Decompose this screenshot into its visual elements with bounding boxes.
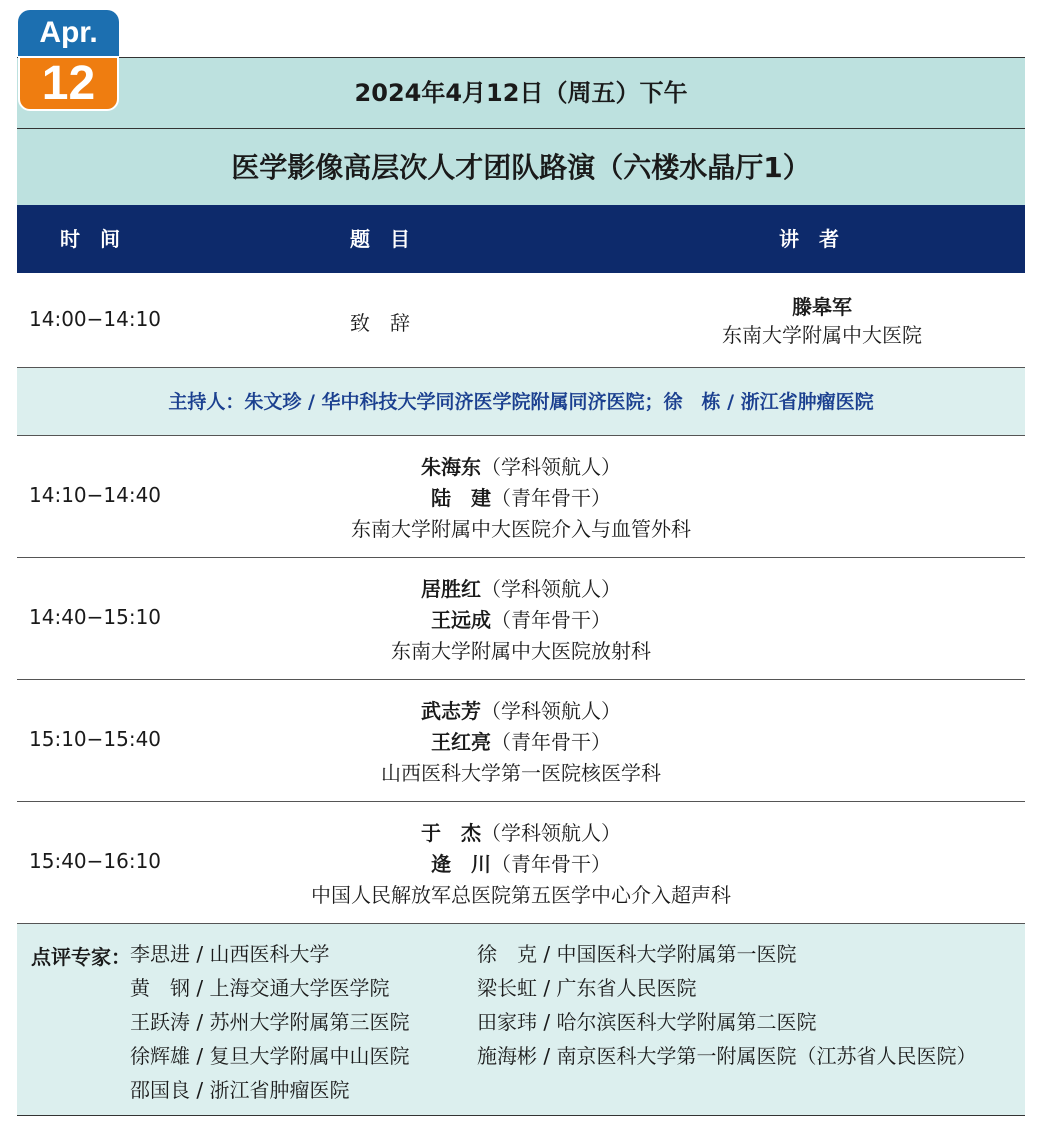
session-title: 医学影像高层次人才团队路演（六楼水晶厅1） — [17, 128, 1025, 205]
young-name: 王远成 — [431, 608, 491, 632]
lead-role: （学科领航人） — [481, 699, 621, 723]
lead-name: 武志芳 — [421, 699, 481, 723]
opening-topic: 致 辞 — [350, 311, 410, 335]
header-topic: 题 目 — [350, 227, 410, 251]
lead-name: 朱海东 — [421, 455, 481, 479]
header-time: 时 间 — [60, 227, 120, 251]
young-role: （青年骨干） — [491, 486, 611, 510]
young-role: （青年骨干） — [491, 852, 611, 876]
young-name: 逄 川 — [431, 852, 491, 876]
badge-day: 12 — [18, 56, 119, 111]
expert-item: 李思进 / 山西医科大学 — [130, 942, 330, 966]
lead-role: （学科领航人） — [481, 455, 621, 479]
session-time: 15:40−16:10 — [29, 849, 162, 873]
opening-time: 14:00−14:10 — [29, 307, 162, 331]
badge-month: Apr. — [18, 10, 119, 56]
opening-speaker-name: 滕皋军 — [792, 295, 852, 319]
expert-item: 施海彬 / 南京医科大学第一附属医院（江苏省人民医院） — [477, 1044, 977, 1068]
host-line: 主持人：朱文珍 / 华中科技大学同济医学院附属同济医院；徐 栋 / 浙江省肿瘤医院 — [17, 368, 1025, 436]
lead-name: 于 杰 — [421, 821, 481, 845]
header-speaker: 讲 者 — [779, 227, 839, 251]
lead-name: 居胜红 — [421, 577, 481, 601]
opening-speaker-org: 东南大学附属中大医院 — [722, 323, 922, 347]
young-role: （青年骨干） — [491, 608, 611, 632]
table-row — [17, 802, 1025, 924]
young-name: 王红亮 — [431, 730, 491, 754]
table-row — [17, 680, 1025, 802]
experts-left-column — [130, 941, 409, 1111]
expert-item: 梁长虹 / 广东省人民医院 — [477, 976, 697, 1000]
expert-item: 田家玮 / 哈尔滨医科大学附属第二医院 — [477, 1010, 817, 1034]
young-name: 陆 建 — [431, 486, 491, 510]
expert-item: 徐辉雄 / 复旦大学附属中山医院 — [130, 1044, 410, 1068]
expert-item: 王跃涛 / 苏州大学附属第三医院 — [130, 1010, 410, 1034]
org: 中国人民解放军总医院第五医学中心介入超声科 — [311, 883, 731, 907]
experts-panel — [17, 924, 1025, 1116]
session-time: 14:40−15:10 — [29, 605, 162, 629]
session-time: 14:10−14:40 — [29, 483, 162, 507]
session-time: 15:10−15:40 — [29, 727, 162, 751]
org: 山西医科大学第一医院核医学科 — [381, 761, 661, 785]
young-role: （青年骨干） — [491, 730, 611, 754]
org: 东南大学附属中大医院介入与血管外科 — [351, 517, 691, 541]
date-badge — [18, 10, 119, 111]
table-header — [17, 205, 1025, 273]
table-row — [17, 436, 1025, 558]
expert-item: 徐 克 / 中国医科大学附属第一医院 — [477, 942, 797, 966]
experts-right-column — [477, 941, 976, 1077]
org: 东南大学附属中大医院放射科 — [391, 639, 651, 663]
expert-item: 邵国良 / 浙江省肿瘤医院 — [130, 1078, 350, 1102]
lead-role: （学科领航人） — [481, 821, 621, 845]
schedule-table — [17, 57, 1025, 1116]
opening-row — [17, 273, 1025, 368]
experts-label: 点评专家： — [31, 945, 131, 969]
lead-role: （学科领航人） — [481, 577, 621, 601]
table-row — [17, 558, 1025, 680]
expert-item: 黄 钢 / 上海交通大学医学院 — [130, 976, 390, 1000]
date-line: 2024年4月12日（周五）下午 — [17, 57, 1025, 128]
